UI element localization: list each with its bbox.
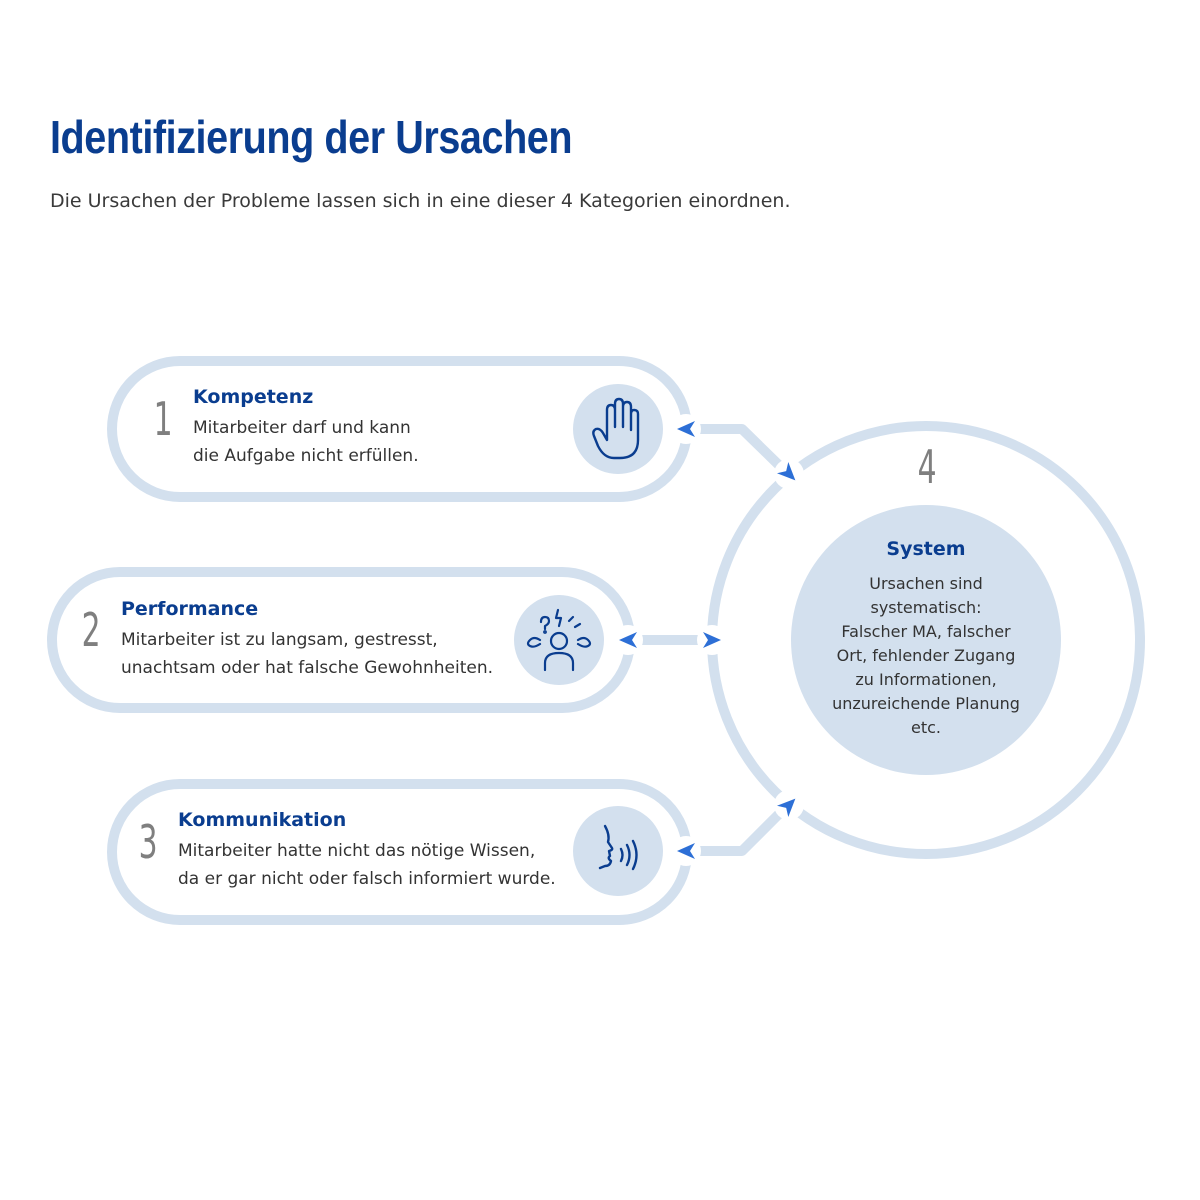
arrow-to-system-mid — [697, 625, 727, 655]
category-description: Mitarbeiter hatte nicht das nötige Wissen, da er gar nicht oder falsch informiert wurde. — [178, 841, 556, 889]
category-number-1: 1 — [153, 392, 173, 446]
page-subtitle: Die Ursachen der Probleme lassen sich in eine dieser 4 Kategorien einordnen. — [50, 190, 791, 212]
category-kompetenz — [193, 386, 419, 470]
icon-bg-kompetenz — [573, 384, 663, 474]
category-description: Mitarbeiter darf und kann die Aufgabe nicht erfüllen. — [193, 418, 419, 466]
category-description: Mitarbeiter ist zu langsam, gestresst, unachtsam oder hat falsche Gewohnheiten. — [121, 630, 494, 678]
category-title: Kompetenz — [193, 386, 314, 408]
arrow-to-kompetenz — [671, 414, 701, 444]
category-performance — [121, 598, 493, 682]
arrow-to-performance — [613, 625, 643, 655]
system-title: System — [886, 538, 966, 560]
system-number: 4 — [917, 440, 937, 494]
category-title: Performance — [121, 598, 259, 620]
system-description: Ursachen sind systematisch: Falscher MA, falscher Ort, fehlender Zugang zu Informationen, unzureichende Planung etc. — [832, 574, 1020, 737]
icon-bg-performance — [514, 595, 604, 685]
arrow-to-kommunikation — [671, 836, 701, 866]
category-kommunikation — [178, 809, 556, 893]
category-number-2: 2 — [81, 603, 101, 657]
connector-3 — [685, 805, 788, 851]
connector-1 — [685, 429, 788, 474]
category-number-3: 3 — [138, 815, 158, 869]
icon-bg-kommunikation — [573, 806, 663, 896]
page-title: Identifizierung der Ursachen — [50, 111, 573, 163]
category-title: Kommunikation — [178, 809, 347, 831]
